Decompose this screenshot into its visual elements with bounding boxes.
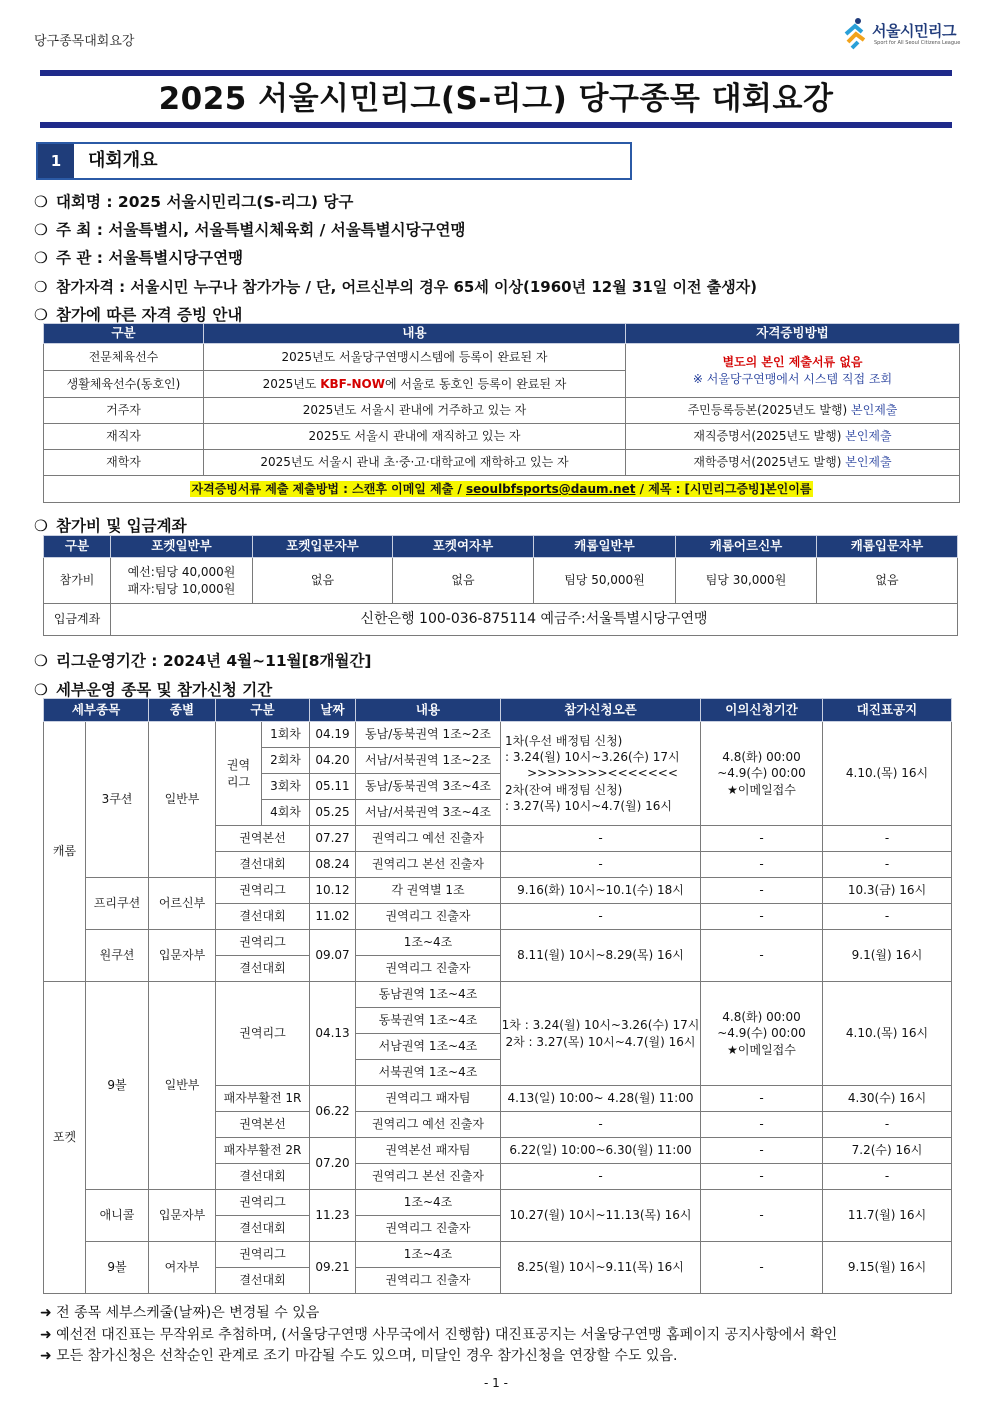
col-header: 세부종목: [44, 699, 149, 722]
doc-label: 당구종목대회요강: [34, 34, 135, 49]
table-cell: -: [701, 826, 823, 852]
table-cell: 권역리그: [216, 930, 310, 956]
table-cell: -: [823, 1164, 952, 1190]
section-heading: [36, 142, 632, 180]
col-header: 이의신청기간: [701, 699, 823, 722]
table-cell: 2025년도 서울당구연맹시스템에 등록이 완료된 자: [204, 344, 626, 371]
table-cell: 권역리그 패자팀: [356, 1086, 501, 1112]
table-cell: 10.3(금) 16시: [823, 878, 952, 904]
table-cell: -: [701, 1242, 823, 1294]
table-cell: -: [823, 1112, 952, 1138]
table-cell: -: [501, 1112, 701, 1138]
table-cell: 05.25: [310, 800, 356, 826]
table-cell: 8.25(월) 10시~9.11(목) 16시: [501, 1242, 701, 1294]
qualification-table: [43, 323, 960, 503]
table-cell: 권역본선: [216, 826, 310, 852]
league-period: ❍ 리그운영기간 : 2024년 4월~11월[8개월간]: [34, 652, 372, 670]
table-cell: 없음: [253, 558, 393, 604]
table-cell: 결선대회: [216, 852, 310, 878]
table-cell: 권역리그: [216, 878, 310, 904]
table-cell: 서북권역 1조~4조: [356, 1060, 501, 1086]
table-cell: 거주자: [44, 398, 204, 424]
table-cell: 4회차: [262, 800, 310, 826]
col-header: 대진표공지: [823, 699, 952, 722]
table-cell: 1조~4조: [356, 1242, 501, 1268]
col-header: 종별: [149, 699, 216, 722]
table-cell: [626, 344, 960, 398]
table-cell: 9볼: [86, 1242, 149, 1294]
table-cell: 생활체육선수(동호인): [44, 371, 204, 398]
table-cell: 권역리그: [216, 1190, 310, 1216]
table-cell: 일반부: [149, 982, 216, 1190]
table-cell: 04.20: [310, 748, 356, 774]
table-cell: -: [823, 826, 952, 852]
table-cell: -: [701, 878, 823, 904]
table-cell: 권역리그 예선 진출자: [356, 826, 501, 852]
col-header: 구분: [216, 699, 310, 722]
table-cell: 동남/동북권역 3조~4조: [356, 774, 501, 800]
overview-item: ❍ 참가에 따른 자격 증빙 안내: [34, 306, 243, 324]
table-cell: 06.22: [310, 1086, 356, 1138]
table-cell: 9.15(월) 16시: [823, 1242, 952, 1294]
col-header: 포켓입문자부: [253, 536, 393, 558]
table-cell: 10.27(월) 10시~11.13(목) 16시: [501, 1190, 701, 1242]
table-cell: 9.1(월) 16시: [823, 930, 952, 982]
table-cell: 패자부활전 1R: [216, 1086, 310, 1112]
table-cell: 권역리그 진출자: [356, 956, 501, 982]
schedule-heading: ❍ 세부운영 종목 및 참가신청 기간: [34, 681, 273, 699]
table-cell: 4.30(수) 16시: [823, 1086, 952, 1112]
table-cell: 권역리그 진출자: [356, 904, 501, 930]
table-cell: 4.10.(목) 16시: [823, 722, 952, 826]
table-cell: 입금계좌: [44, 604, 111, 636]
table-cell: 6.22(일) 10:00~6.30(월) 11:00: [501, 1138, 701, 1164]
table-cell: 권역리그 예선 진출자: [356, 1112, 501, 1138]
logo-subtext: Sport for All Seoul Citizens League: [874, 40, 961, 46]
table-cell: -: [701, 1138, 823, 1164]
col-header: 캐롬어르신부: [676, 536, 817, 558]
col-header: 포켓여자부: [393, 536, 534, 558]
col-header: 날짜: [310, 699, 356, 722]
table-cell: 09.21: [310, 1242, 356, 1294]
col-header: 내용: [204, 324, 626, 344]
table-cell: 4.10.(목) 16시: [823, 982, 952, 1086]
col-header: 캐롬입문자부: [817, 536, 958, 558]
table-cell: -: [501, 826, 701, 852]
section-title: 대회개요: [88, 150, 158, 171]
table-cell: -: [501, 852, 701, 878]
table-cell: 동북권역 1조~4조: [356, 1008, 501, 1034]
table-cell: 프리쿠션: [86, 878, 149, 930]
table-cell: 7.2(수) 16시: [823, 1138, 952, 1164]
table-cell: -: [701, 852, 823, 878]
table-cell: 8.11(월) 10시~8.29(목) 16시: [501, 930, 701, 982]
table-cell: 없음: [817, 558, 958, 604]
note-item: ➜ 전 종목 세부스케줄(날짜)은 변경될 수 있음: [40, 1305, 320, 1321]
table-cell: 각 권역별 1조: [356, 878, 501, 904]
table-cell: 여자부: [149, 1242, 216, 1294]
table-cell: 2025도 서울시 관내에 재직하고 있는 자: [204, 424, 626, 450]
table-cell: 캐롬: [44, 722, 86, 982]
table-cell: 권역리그 본선 진출자: [356, 852, 501, 878]
table-cell: 2025년도 서울시 관내에 거주하고 있는 자: [204, 398, 626, 424]
table-cell: 권역 리그: [216, 722, 262, 826]
col-header: 내용: [356, 699, 501, 722]
league-logo-icon: [842, 16, 868, 50]
table-cell: -: [501, 1164, 701, 1190]
table-cell: 어르신부: [149, 878, 216, 930]
table-cell: -: [701, 1164, 823, 1190]
table-cell: 9볼: [86, 982, 149, 1190]
fee-table: [43, 535, 958, 636]
table-cell: 09.07: [310, 930, 356, 982]
table-cell: 05.11: [310, 774, 356, 800]
col-header: 구분: [44, 536, 111, 558]
overview-item: ❍ 대회명 : 2025 서울시민리그(S-리그) 당구: [34, 193, 354, 211]
table-cell: 11.23: [310, 1190, 356, 1242]
table-cell: 결선대회: [216, 1216, 310, 1242]
table-cell: 원쿠션: [86, 930, 149, 982]
table-cell: 2025년도 서울시 관내 초·중·고·대학교에 재학하고 있는 자: [204, 450, 626, 476]
table-cell: 권역본선 패자팀: [356, 1138, 501, 1164]
league-logo: [842, 16, 960, 52]
table-cell: 4.13(일) 10:00~ 4.28(월) 11:00: [501, 1086, 701, 1112]
overview-item: ❍ 주 관 : 서울특별시당구연맹: [34, 249, 244, 267]
table-cell: 1차(우선 배정팀 신청) : 3.24(월) 10시~3.26(수) 17시 >>>>>>>><<<<<<< 2차(잔여 배정팀 신청) : 3.27(목) 10시~4.7(월) 16시: [501, 722, 701, 826]
table-cell: 11.02: [310, 904, 356, 930]
table-cell: 입문자부: [149, 1190, 216, 1242]
table-cell: 10.12: [310, 878, 356, 904]
table-cell: 재학자: [44, 450, 204, 476]
table-cell: 재직증명서(2025년도 발행) 본인제출: [626, 424, 960, 450]
page-title: 2025 서울시민리그(S-리그) 당구종목 대회요강: [158, 81, 834, 117]
table-cell: 권역리그 본선 진출자: [356, 1164, 501, 1190]
table-cell: 4.8(화) 00:00 ~4.9(수) 00:00 ★이메일접수: [701, 982, 823, 1086]
table-cell: -: [501, 904, 701, 930]
table-cell: 동남권역 1조~4조: [356, 982, 501, 1008]
table-cell: 04.19: [310, 722, 356, 748]
table-cell: 서남권역 1조~4조: [356, 1034, 501, 1060]
table-cell: 08.24: [310, 852, 356, 878]
title-rule-bottom: [40, 122, 952, 128]
table-cell: 07.20: [310, 1138, 356, 1190]
table-cell: 2025년도 KBF-NOW에 서울로 동호인 등록이 완료된 자: [204, 371, 626, 398]
table-cell: 재직자: [44, 424, 204, 450]
table-cell: 11.7(월) 16시: [823, 1190, 952, 1242]
submission-note: 자격증빙서류 제출 제출방법 : 스캔후 이메일 제출 / seoulbfsports@daum.net / 제목 : [시민리그증빙]본인이름: [44, 476, 960, 503]
page-number: - 1 -: [484, 1376, 508, 1390]
merged-proof-red: 별도의 본인 제출서류 없음: [722, 355, 863, 370]
table-cell: 동남/동북권역 1조~2조: [356, 722, 501, 748]
table-cell: 1회차: [262, 722, 310, 748]
table-cell: 팀당 30,000원: [676, 558, 817, 604]
table-cell: 없음: [393, 558, 534, 604]
table-cell: 1조~4조: [356, 1190, 501, 1216]
note-item: ➜ 예선전 대진표는 무작위로 추첨하며, (서울당구연맹 사무국에서 진행함) 대진표공지는 서울당구연맹 홈페이지 공지사항에서 확인: [40, 1327, 838, 1343]
table-cell: 팀당 50,000원: [534, 558, 676, 604]
section-number: 1: [38, 144, 74, 178]
table-cell: 서남/서북권역 1조~2조: [356, 748, 501, 774]
table-cell: 입문자부: [149, 930, 216, 982]
table-cell: 04.13: [310, 982, 356, 1086]
table-cell: -: [823, 904, 952, 930]
col-header: 구분: [44, 324, 204, 344]
table-cell: 결선대회: [216, 904, 310, 930]
schedule-table: [43, 698, 952, 1294]
email-link[interactable]: seoulbfsports@daum.net: [466, 481, 636, 496]
table-cell: 포켓: [44, 982, 86, 1294]
note-item: ➜ 모든 참가신청은 선착순인 관계로 조기 마감될 수도 있으며, 미달인 경우 참가신청을 연장할 수도 있음.: [40, 1348, 678, 1364]
merged-proof-blue: ※ 서울당구연맹에서 시스템 직접 조회: [692, 371, 893, 386]
table-cell: 1차 : 3.24(월) 10시~3.26(수) 17시 2차 : 3.27(목) 10시~4.7(월) 16시: [501, 982, 701, 1086]
table-cell: 서남/서북권역 3조~4조: [356, 800, 501, 826]
table-cell: 3회차: [262, 774, 310, 800]
table-cell: 권역리그: [216, 982, 310, 1086]
col-header: 자격증빙방법: [626, 324, 960, 344]
table-cell: 권역리그 진출자: [356, 1216, 501, 1242]
table-cell: 권역리그 진출자: [356, 1268, 501, 1294]
table-cell: 2회차: [262, 748, 310, 774]
table-cell: 패자부활전 2R: [216, 1138, 310, 1164]
table-cell: 07.27: [310, 826, 356, 852]
col-header: 캐롬일반부: [534, 536, 676, 558]
table-cell: 애니콜: [86, 1190, 149, 1242]
table-cell: 참가비: [44, 558, 111, 604]
table-cell: 결선대회: [216, 1268, 310, 1294]
table-cell: -: [701, 1112, 823, 1138]
table-cell: 4.8(화) 00:00 ~4.9(수) 00:00 ★이메일접수: [701, 722, 823, 826]
table-cell: 3쿠션: [86, 722, 149, 878]
col-header: 포켓일반부: [111, 536, 253, 558]
table-cell: -: [701, 930, 823, 982]
table-cell: -: [701, 1086, 823, 1112]
table-cell: 주민등록등본(2025년도 발행) 본인제출: [626, 398, 960, 424]
table-cell: 전문체육선수: [44, 344, 204, 371]
table-cell: -: [701, 904, 823, 930]
logo-text: 서울시민리그: [872, 22, 956, 40]
table-cell: -: [701, 1190, 823, 1242]
table-cell: 예선:팀당 40,000원 패자:팀당 10,000원: [111, 558, 253, 604]
overview-item: ❍ 주 최 : 서울특별시, 서울특별시체육회 / 서울특별시당구연맹: [34, 221, 466, 239]
table-cell: 1조~4조: [356, 930, 501, 956]
table-cell: 9.16(화) 10시~10.1(수) 18시: [501, 878, 701, 904]
fee-heading: ❍ 참가비 및 입금계좌: [34, 517, 187, 535]
account-info: 신한은행 100-036-875114 예금주:서울특별시당구연맹: [111, 604, 958, 636]
col-header: 참가신청오픈: [501, 699, 701, 722]
table-cell: 권역리그: [216, 1242, 310, 1268]
overview-item: ❍ 참가자격 : 서울시민 누구나 참가가능 / 단, 어르신부의 경우 65세 이상(1960년 12월 31일 이전 출생자): [34, 278, 758, 296]
table-cell: 결선대회: [216, 1164, 310, 1190]
table-cell: 일반부: [149, 722, 216, 878]
table-cell: 결선대회: [216, 956, 310, 982]
table-cell: 재학증명서(2025년도 발행) 본인제출: [626, 450, 960, 476]
table-cell: 권역본선: [216, 1112, 310, 1138]
table-cell: -: [823, 852, 952, 878]
